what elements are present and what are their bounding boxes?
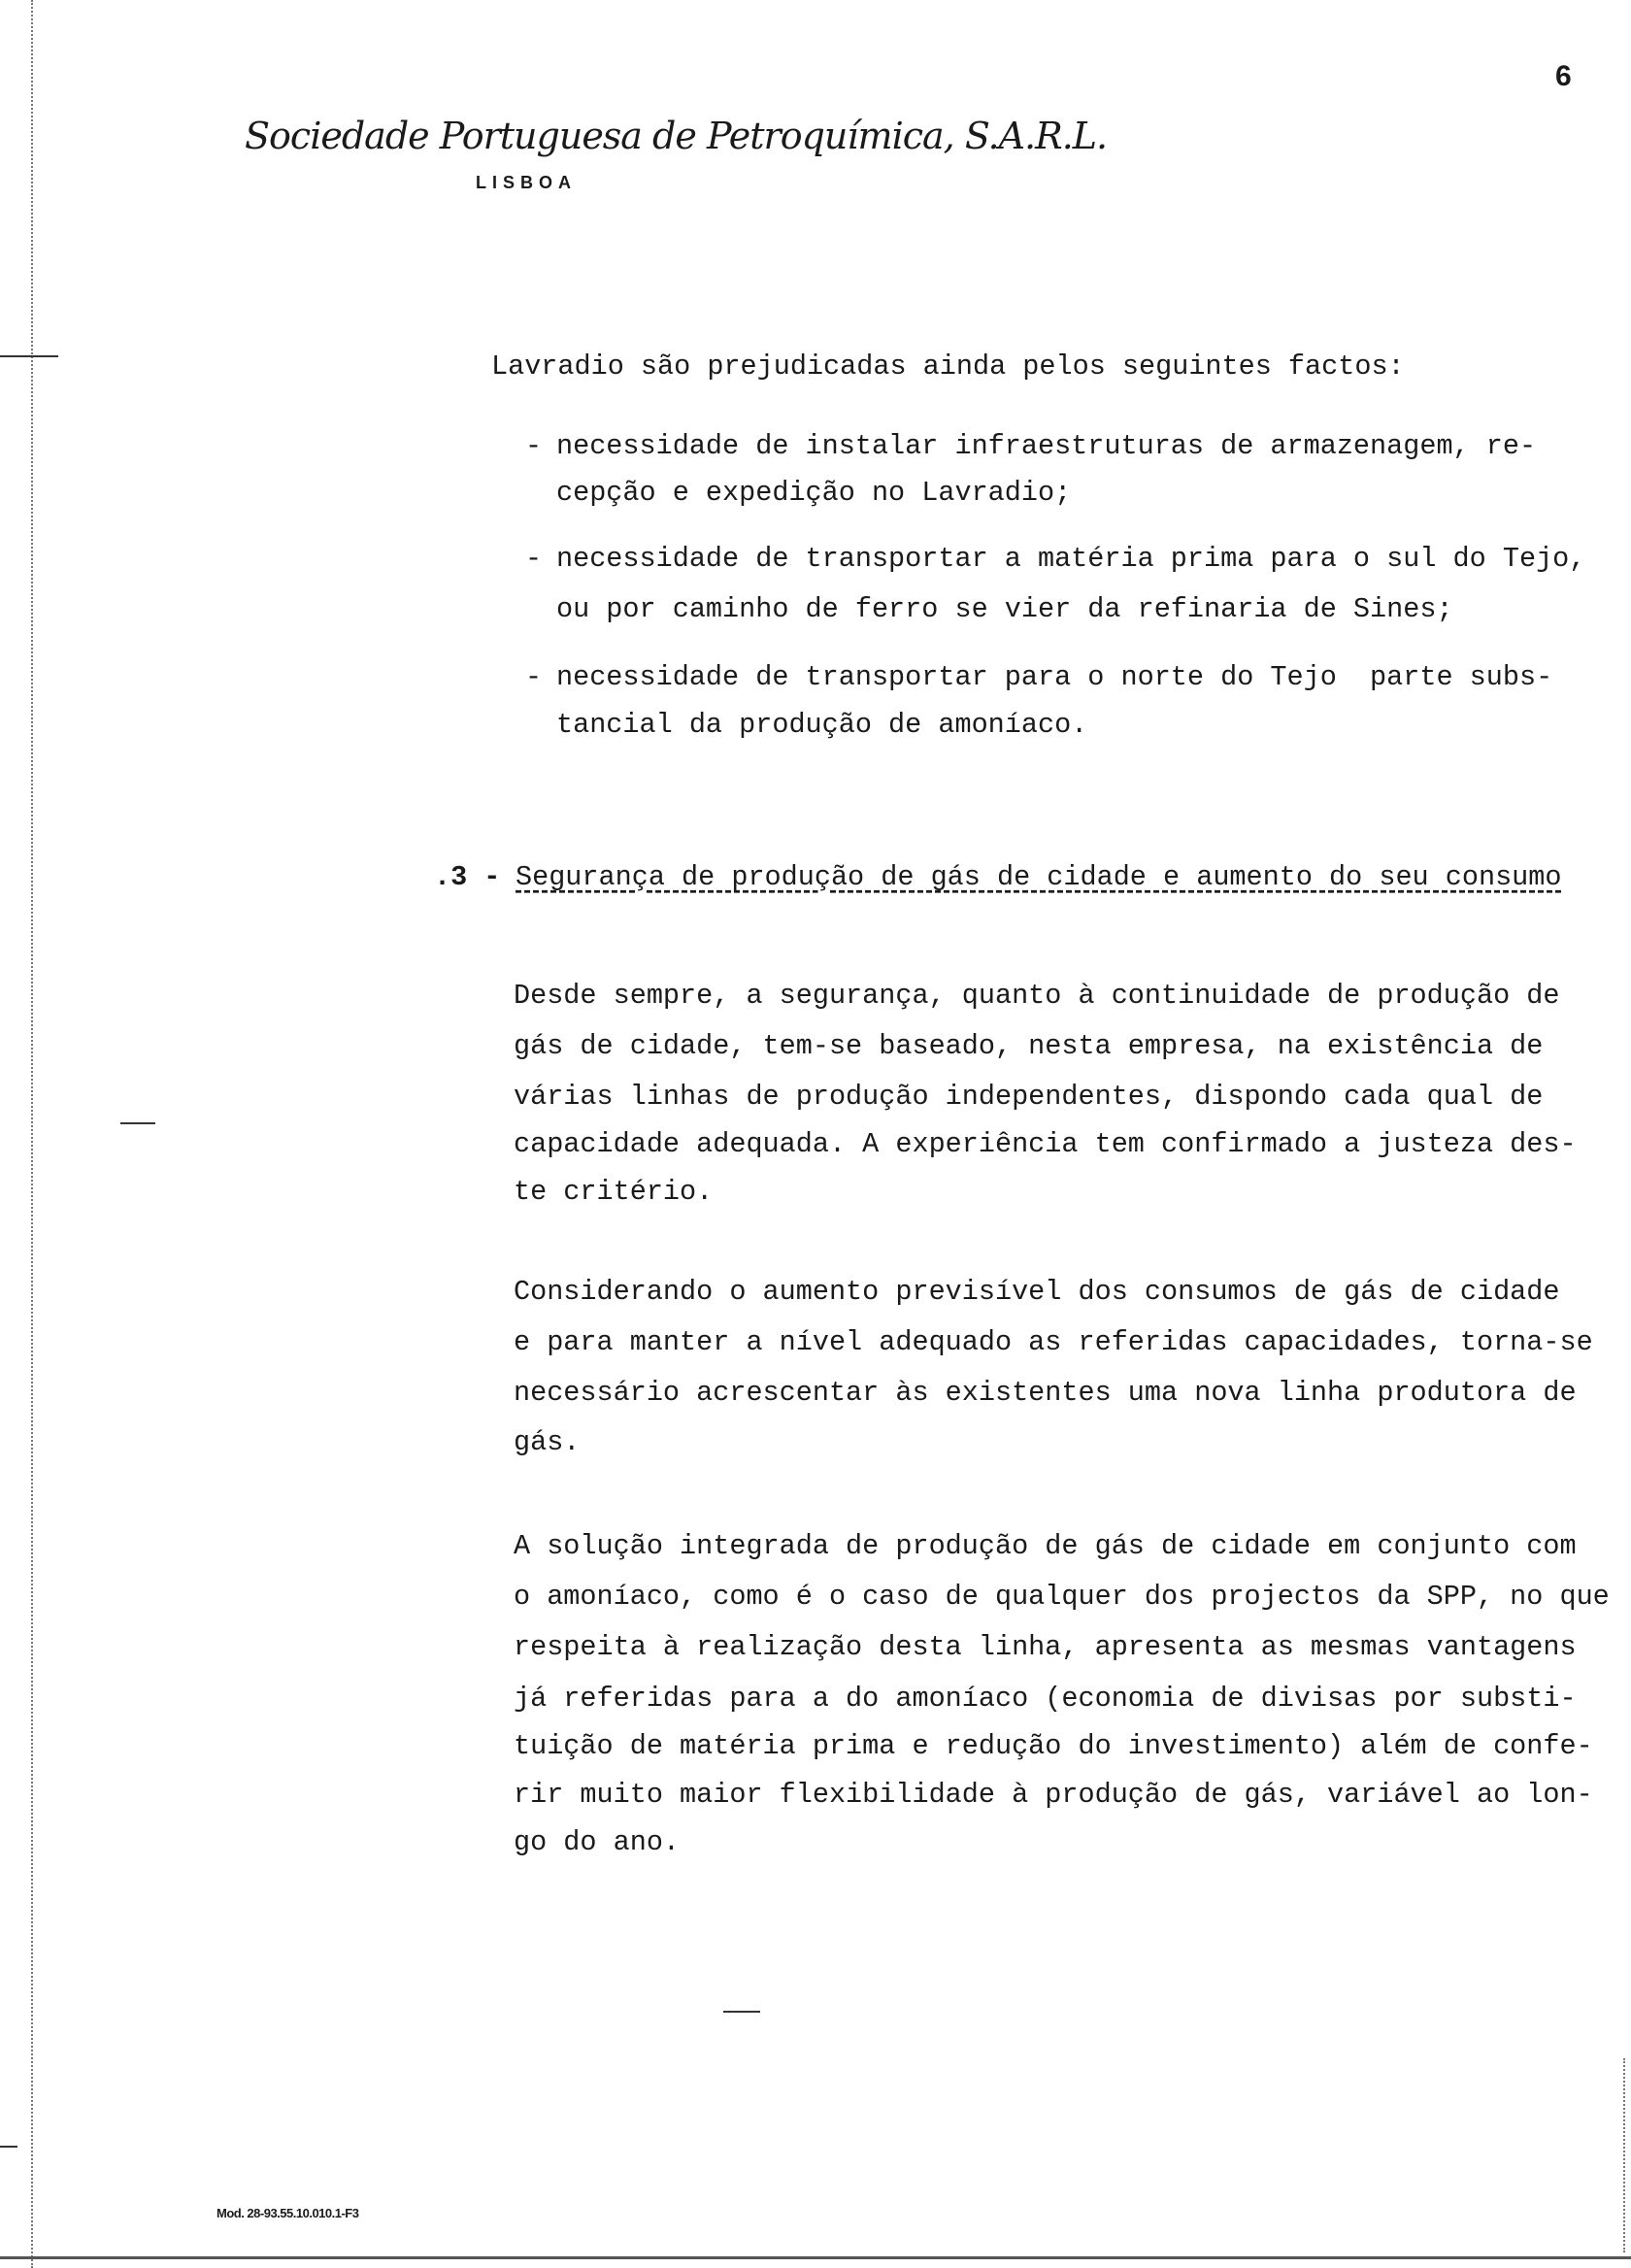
paragraph-line: gás. [514,1425,581,1458]
bullet-dash: - [525,429,543,462]
margin-tick [0,2146,17,2148]
paragraph-line: já referidas para a do amoníaco (economia de divisas por substi- [514,1682,1577,1715]
paragraph-line: Desde sempre, a segurança, quanto à continuidade de produção de [514,979,1560,1012]
bullet-dash: - [525,660,543,693]
margin-tick [120,1122,155,1124]
intro-line: Lavradio são prejudicadas ainda pelos seguintes factos: [491,350,1405,383]
page-number: 6 [1555,60,1572,92]
letterhead-logo: Sociedade Portuguesa de Petroquímica, S.A.R.L. [245,115,1108,157]
paragraph-line: gás de cidade, tem-se baseado, nesta empresa, na existência de [514,1029,1544,1062]
paragraph-line: go do ano. [514,1825,681,1858]
margin-tick [723,2011,760,2013]
left-margin-line [31,0,33,2268]
paragraph-line: Considerando o aumento previsível dos consumos de gás de cidade [514,1275,1560,1308]
paragraph-line: várias linhas de produção independentes, dispondo cada qual de [514,1080,1544,1113]
bullet-line: ou por caminho de ferro se vier da refinaria de Sines; [556,592,1453,625]
paragraph-line: A solução integrada de produção de gás de cidade em conjunto com [514,1529,1577,1562]
paragraph-line: rir muito maior flexibilidade à produção de gás, variável ao lon- [514,1778,1593,1811]
bullet-line: cepção e expedição no Lavradio; [556,476,1072,509]
paragraph-line: respeita à realização desta linha, apresenta as mesmas vantagens [514,1630,1577,1663]
bullet-line: necessidade de transportar para o norte do Tejo parte subs- [556,660,1553,693]
paragraph-line: necessário acrescentar às existentes uma nova linha produtora de [514,1376,1577,1409]
bullet-line: necessidade de transportar a matéria prima para o sul do Tejo, [556,542,1586,575]
paragraph-line: capacidade adequada. A experiência tem confirmado a justeza des- [514,1127,1577,1160]
section-title: Segurança de produção de gás de cidade e aumento do seu consumo [516,860,1562,893]
margin-tick [0,355,58,357]
right-margin-line [1623,2058,1625,2252]
paragraph-line: e para manter a nível adequado as referidas capacidades, torna-se [514,1325,1593,1358]
letterhead-city: LISBOA [476,173,578,192]
paragraph-line: te critério. [514,1175,714,1208]
bullet-line: necessidade de instalar infraestruturas de armazenagem, re- [556,429,1537,462]
bottom-edge-line [0,2256,1631,2259]
paragraph-line: o amoníaco, como é o caso de qualquer dos projectos da SPP, no que [514,1580,1610,1613]
bullet-line: tancial da produção de amoníaco. [556,708,1088,741]
paragraph-line: tuição de matéria prima e redução do investimento) além de confe- [514,1729,1593,1762]
bullet-dash: - [525,542,543,575]
form-code-footer: Mod. 28-93.55.10.010.1-F3 [216,2206,359,2220]
section-number: .3 - [434,860,501,893]
